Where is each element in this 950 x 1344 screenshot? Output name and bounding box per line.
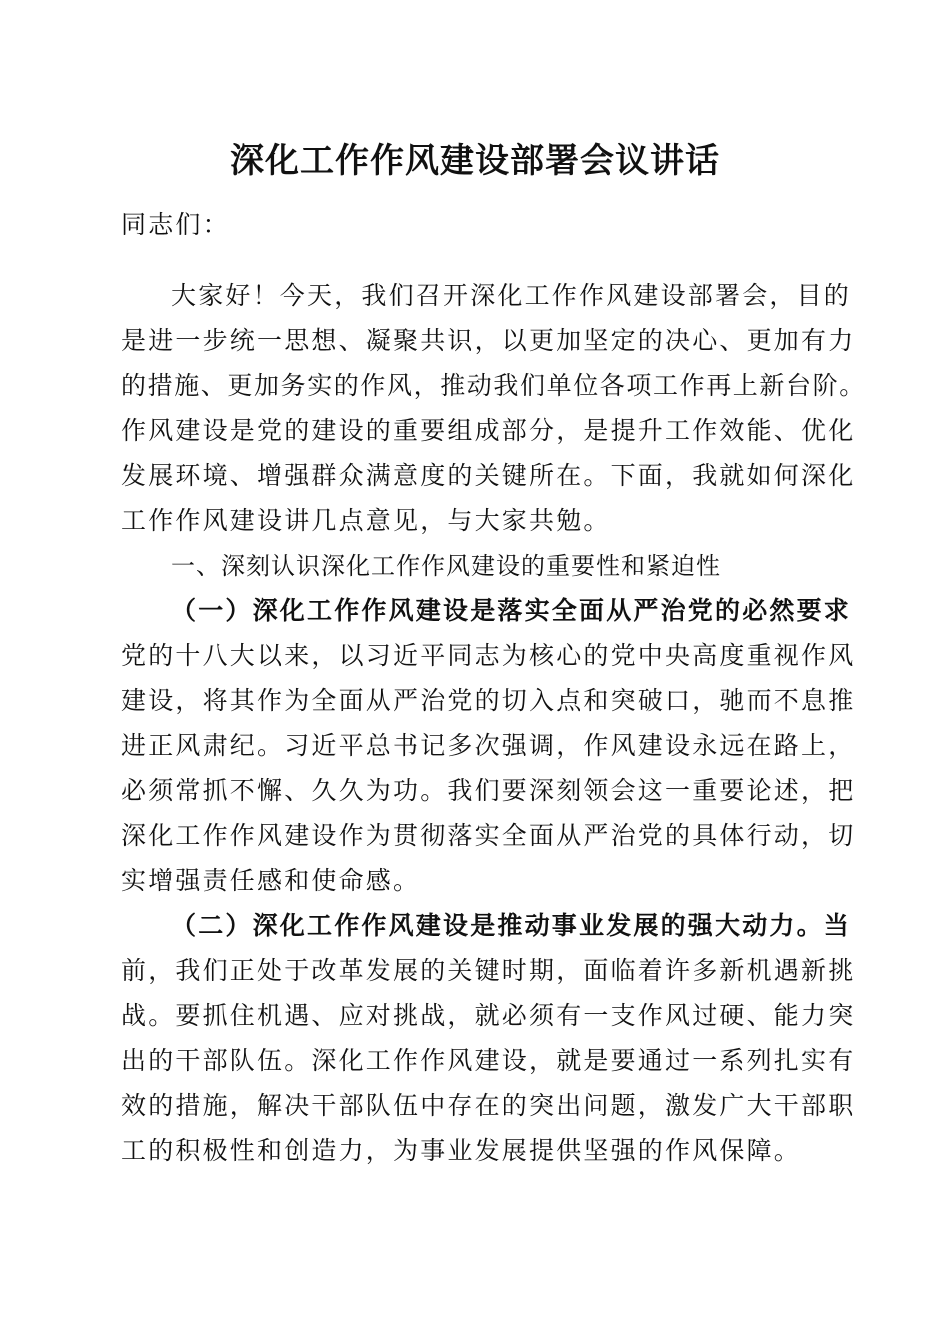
paragraph-line: 效的措施，解决干部队伍中存在的突出问题，激发广大干部职 xyxy=(121,1091,856,1120)
document-title: 深化工作作风建设部署会议讲话 xyxy=(230,141,720,181)
paragraph-line: 深化工作作风建设作为贯彻落实全面从严治党的具体行动，切 xyxy=(121,821,856,850)
paragraph-line: 进正风肃纪。习近平总书记多次强调，作风建设永远在路上， xyxy=(121,731,856,760)
intro-line: 的措施、更加务实的作风，推动我们单位各项工作再上新台阶。 xyxy=(121,371,866,400)
intro-line: 发展环境、增强群众满意度的关键所在。下面，我就如何深化 xyxy=(121,461,856,490)
paragraph-line: 战。要抓住机遇、应对挑战，就必须有一支作风过硬、能力突 xyxy=(121,1001,856,1030)
paragraph-line: 前，我们正处于改革发展的关键时期，面临着许多新机遇新挑 xyxy=(121,956,856,985)
intro-line: 大家好！今天，我们召开深化工作作风建设部署会，目的 xyxy=(171,281,852,310)
intro-line: 是进一步统一思想、凝聚共识，以更加坚定的决心、更加有力 xyxy=(121,326,856,355)
intro-line: 工作作风建设讲几点意见，与大家共勉。 xyxy=(121,506,611,535)
paragraph-line: 党的十八大以来，以习近平同志为核心的党中央高度重视作风 xyxy=(121,641,856,670)
paragraph-line: 建设，将其作为全面从严治党的切入点和突破口，驰而不息推 xyxy=(121,686,856,715)
sub-heading-1: （一）深化工作作风建设是落实全面从严治党的必然要求 xyxy=(171,596,852,625)
sub-heading-2: （二）深化工作作风建设是推动事业发展的强大动力。当 xyxy=(171,911,852,940)
paragraph-line: 实增强责任感和使命感。 xyxy=(121,866,421,895)
salutation: 同志们： xyxy=(121,210,230,239)
paragraph-line: 工的积极性和创造力，为事业发展提供坚强的作风保障。 xyxy=(121,1136,802,1165)
paragraph-line: 必须常抓不懈、久久为功。我们要深刻领会这一重要论述，把 xyxy=(121,776,856,805)
intro-line: 作风建设是党的建设的重要组成部分，是提升工作效能、优化 xyxy=(121,416,856,445)
paragraph-line: 出的干部队伍。深化工作作风建设，就是要通过一系列扎实有 xyxy=(121,1046,856,1075)
section-heading: 一、深刻认识深化工作作风建设的重要性和紧迫性 xyxy=(171,552,721,580)
